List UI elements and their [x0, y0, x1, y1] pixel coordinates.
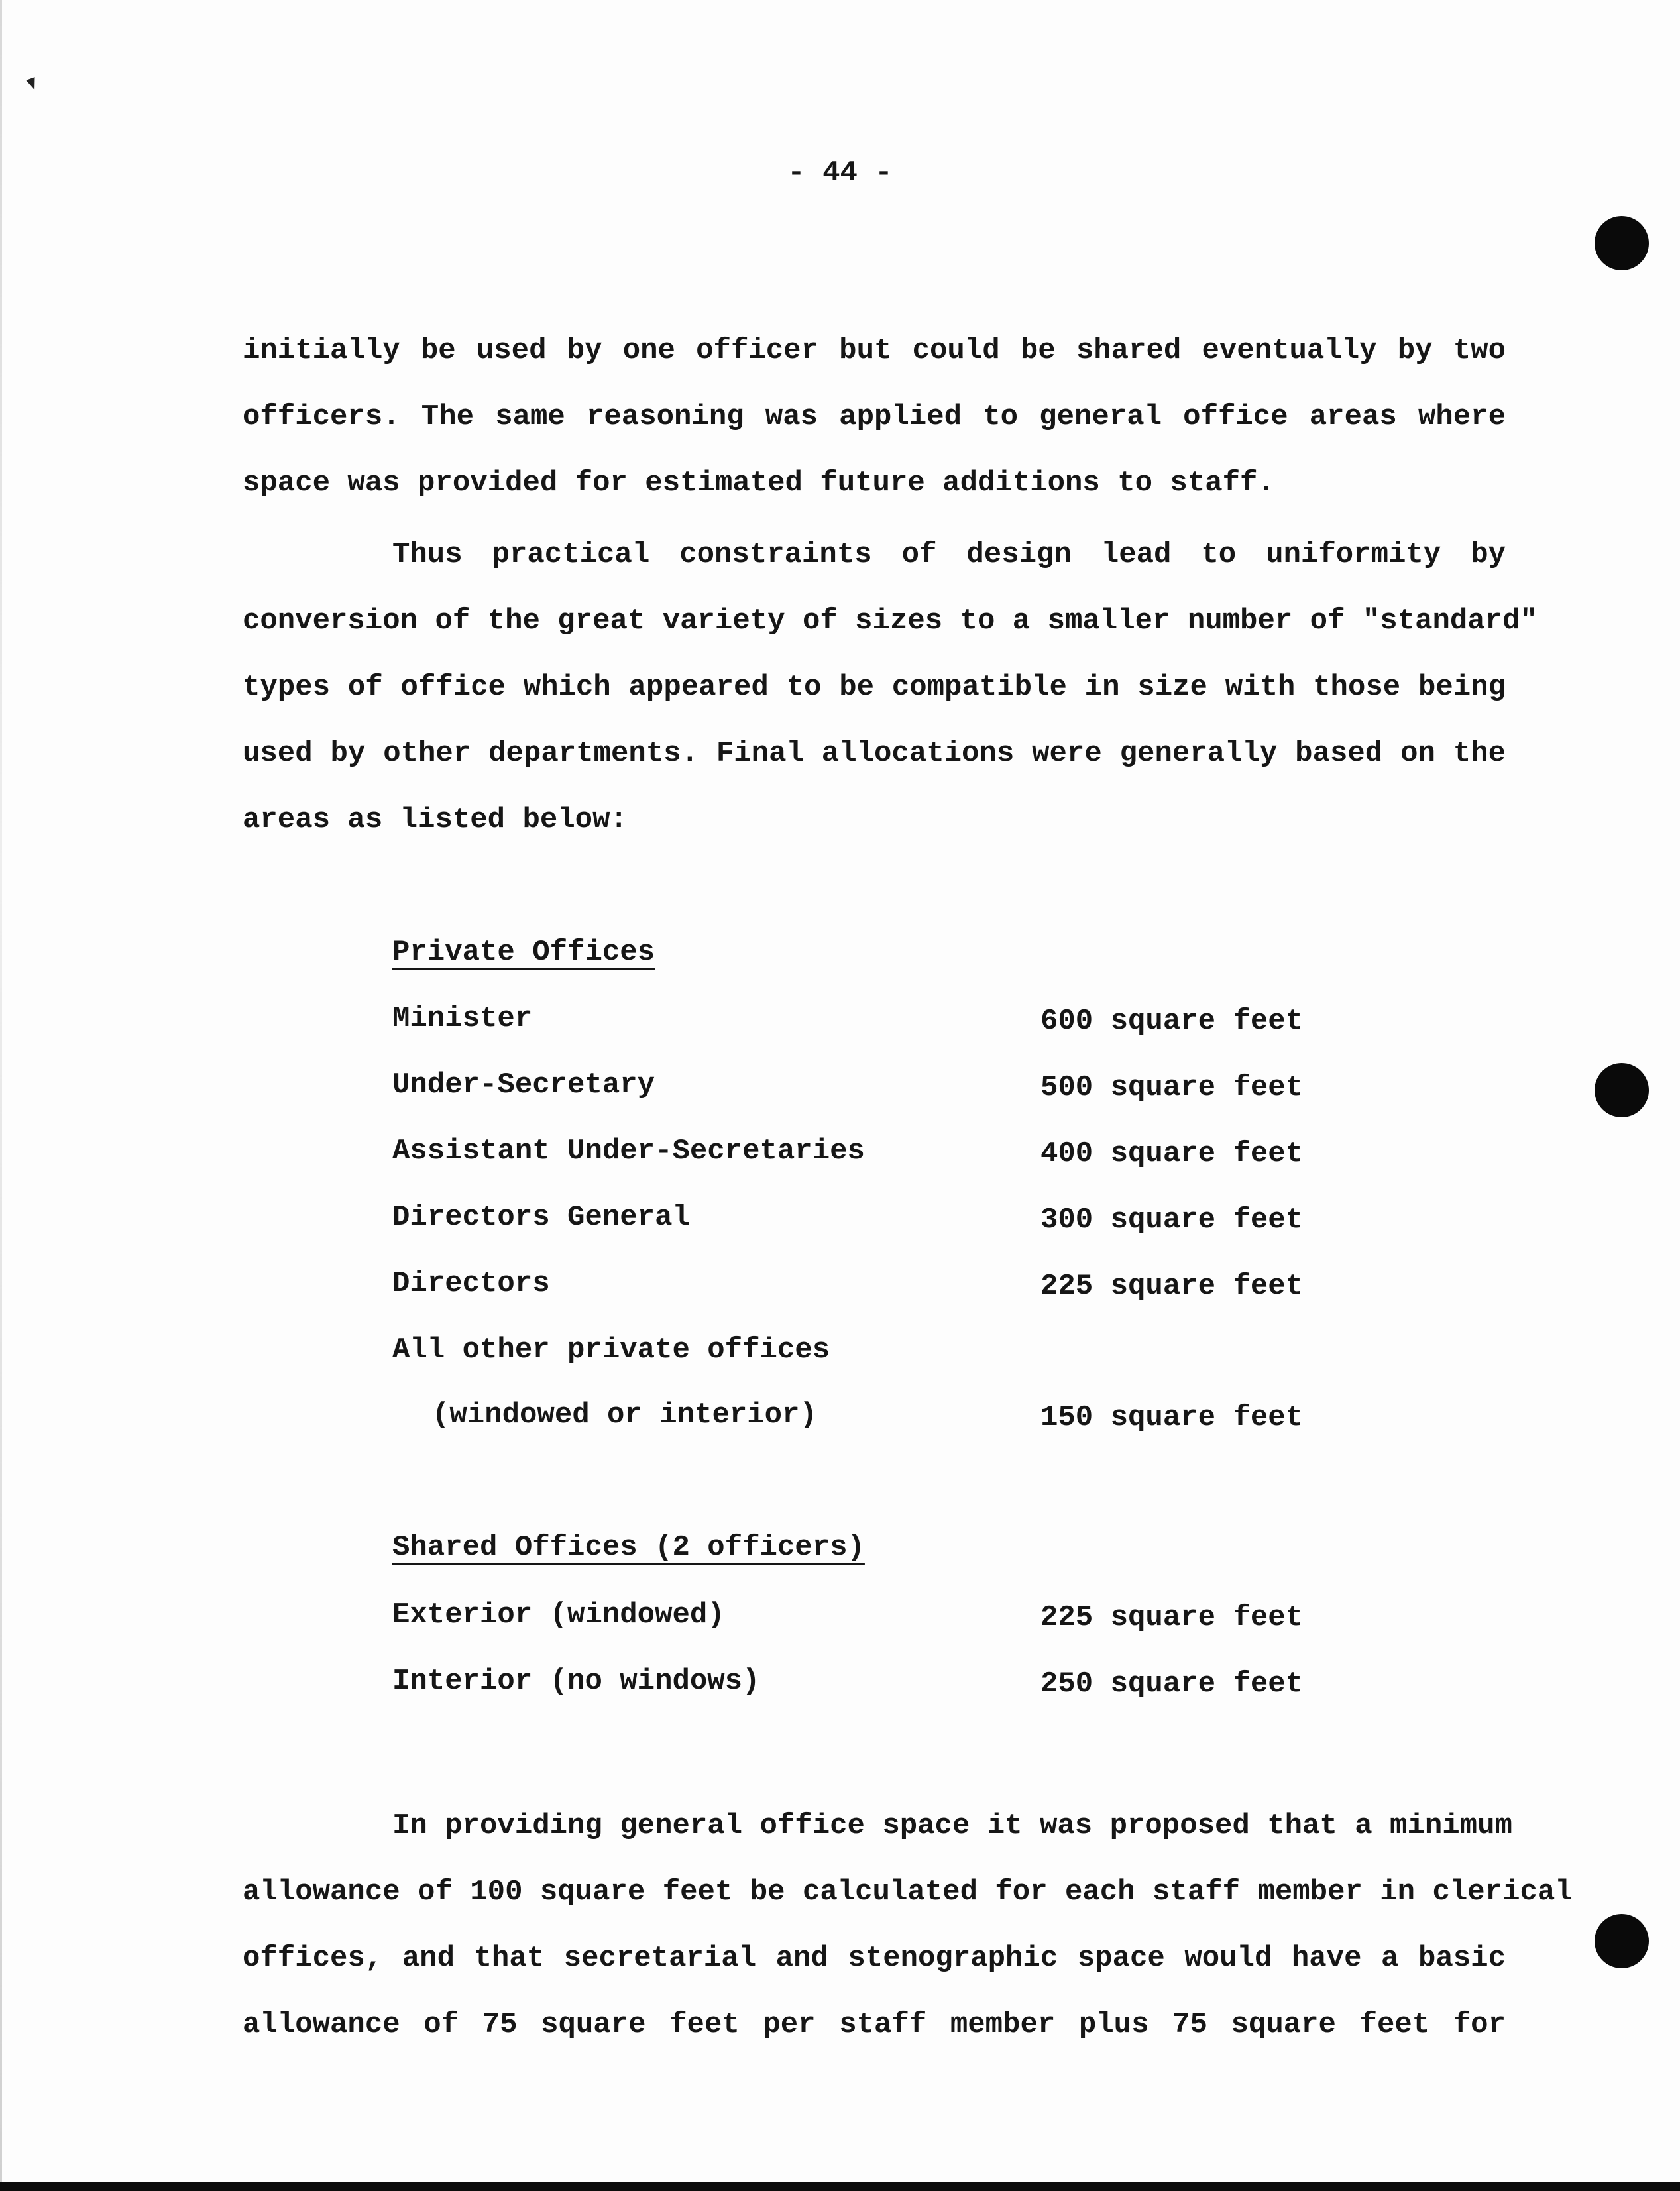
paragraph-line: In providing general office space it was proposed that a minimum — [392, 1809, 1512, 1842]
office-area-value: 300 square feet — [1040, 1204, 1304, 1237]
paragraph-line: used by other departments. Final allocations were generally based on the — [243, 737, 1506, 770]
office-type-label: Under-Secretary — [392, 1068, 655, 1101]
office-area-value: 500 square feet — [1040, 1071, 1304, 1104]
private-offices-heading: Private Offices — [392, 936, 655, 969]
scan-edge — [0, 0, 2, 2191]
paragraph-line: space was provided for estimated future additions to staff. — [243, 467, 1275, 500]
punch-hole-middle — [1595, 1063, 1649, 1117]
paragraph-line: conversion of the great variety of sizes to a smaller number of "standard" — [243, 604, 1538, 638]
office-type-label: All other private offices — [392, 1333, 830, 1367]
office-type-label: Exterior (windowed) — [392, 1599, 725, 1632]
office-area-value: 400 square feet — [1040, 1137, 1304, 1170]
punch-hole-top — [1595, 216, 1649, 270]
office-area-value: 600 square feet — [1040, 1005, 1304, 1038]
office-type-label: Assistant Under-Secretaries — [392, 1135, 865, 1168]
paragraph-line: types of office which appeared to be compatible in size with those being — [243, 671, 1506, 704]
paragraph-line: initially be used by one officer but could be shared eventually by two — [243, 334, 1506, 367]
paragraph-line: areas as listed below: — [243, 803, 628, 836]
office-area-value: 225 square feet — [1040, 1601, 1304, 1634]
punch-hole-bottom — [1595, 1914, 1649, 1968]
office-type-sublabel: (windowed or interior) — [432, 1398, 817, 1432]
paragraph-line: Thus practical constraints of design lead to uniformity by — [392, 538, 1506, 571]
office-area-value: 250 square feet — [1040, 1667, 1304, 1701]
office-type-label: Directors — [392, 1267, 550, 1300]
paragraph-line: allowance of 100 square feet be calculated for each staff member in clerical — [243, 1876, 1573, 1909]
scan-mark — [26, 77, 38, 91]
office-type-label: Interior (no windows) — [392, 1665, 760, 1698]
office-type-label: Directors General — [392, 1201, 690, 1234]
shared-offices-heading: Shared Offices (2 officers) — [392, 1531, 865, 1564]
office-area-value: 225 square feet — [1040, 1270, 1304, 1303]
scan-edge-bottom — [0, 2182, 1680, 2191]
paragraph-line: officers. The same reasoning was applied to general office areas where — [243, 400, 1506, 433]
paragraph-line: allowance of 75 square feet per staff member plus 75 square feet for — [243, 2008, 1506, 2041]
paragraph-line: offices, and that secretarial and stenographic space would have a basic — [243, 1942, 1506, 1975]
page-number: - 44 - — [787, 156, 893, 190]
office-area-value: 150 square feet — [1040, 1401, 1304, 1434]
office-type-label: Minister — [392, 1002, 533, 1035]
